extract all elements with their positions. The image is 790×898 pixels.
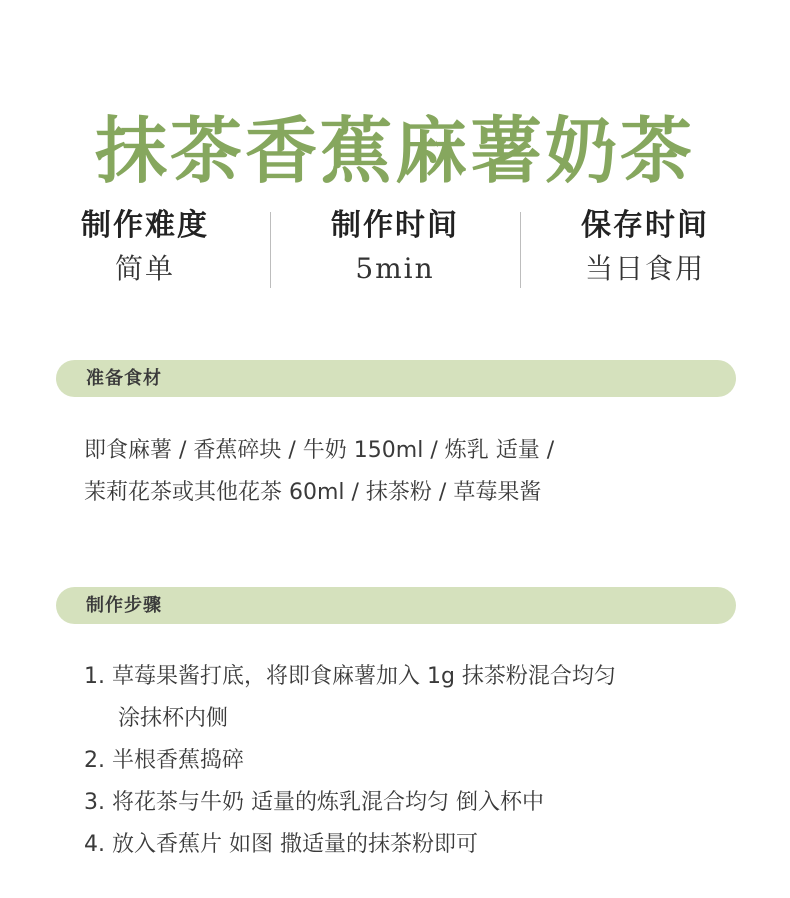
step-item: 1. 草莓果酱打底，将即食麻薯加入 1g 抹茶粉混合均匀: [84, 664, 616, 689]
ingredients-heading: 准备食材: [86, 368, 162, 389]
ingredients-section-bar: [56, 360, 736, 397]
ingredients-list: [84, 430, 764, 514]
step-item: 3. 将花茶与牛奶 适量的炼乳混合均匀 倒入杯中: [84, 790, 544, 815]
info-prep-time-label: 制作时间: [331, 208, 459, 243]
info-difficulty: [20, 200, 270, 300]
info-prep-time: [270, 200, 520, 300]
info-storage-time-value: 当日食用: [584, 252, 705, 285]
info-difficulty-value: 简单: [114, 252, 175, 285]
step-item: 4. 放入香蕉片 如图 撒适量的抹茶粉即可: [84, 832, 478, 857]
info-prep-time-value: 5min: [355, 252, 435, 285]
steps-heading: 制作步骤: [86, 595, 162, 616]
step-item-continuation: 涂抹杯内侧: [118, 706, 229, 731]
step-item: 2. 半根香蕉捣碎: [84, 748, 244, 773]
page-title: 抹茶香蕉麻薯奶茶: [94, 108, 695, 194]
info-difficulty-label: 制作难度: [81, 208, 209, 243]
info-storage-time-label: 保存时间: [581, 208, 709, 243]
info-storage-time: [520, 200, 770, 300]
ingredient-line: 茉莉花茶或其他花茶 60ml / 抹茶粉 / 草莓果酱: [84, 480, 542, 505]
ingredient-line: 即食麻薯 / 香蕉碎块 / 牛奶 150ml / 炼乳 适量 /: [84, 438, 555, 463]
steps-section-bar: [56, 587, 736, 624]
recipe-info-row: [20, 200, 770, 300]
steps-list: [84, 656, 764, 866]
